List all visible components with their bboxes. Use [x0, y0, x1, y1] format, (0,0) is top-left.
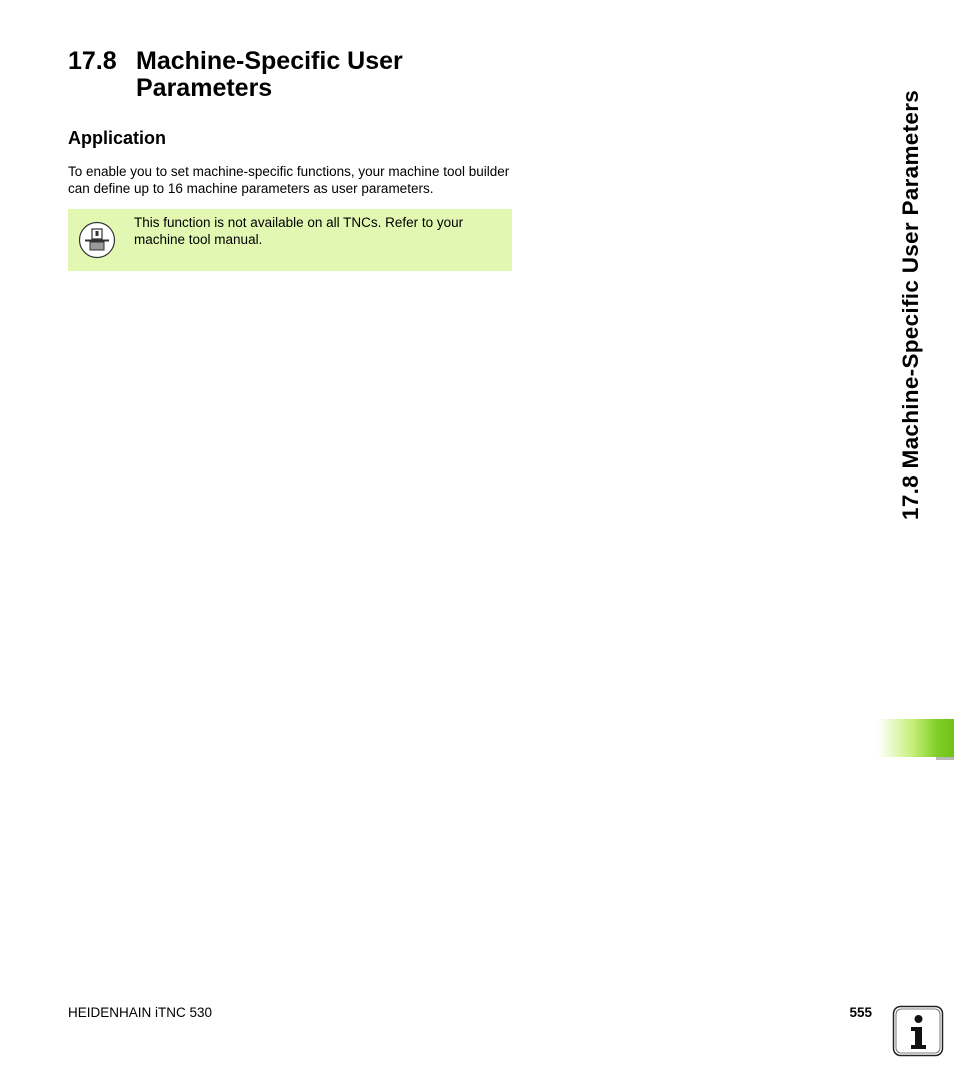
chapter-side-tab: [896, 89, 926, 520]
body-paragraph: To enable you to set machine-specific functions, your machine tool builder can define up to 16 machine parameters as user parameters.: [68, 164, 510, 196]
section-title: Machine-Specific User Parameters: [136, 47, 403, 102]
section-number: 17.8: [68, 47, 117, 75]
section-heading: [68, 48, 456, 102]
info-icon: [892, 1005, 944, 1057]
note-text: This function is not available on all TNCs. Refer to your machine tool manual.: [134, 215, 464, 247]
machine-tool-icon: [78, 221, 116, 259]
chapter-tab-marker: [878, 719, 954, 757]
side-tab-label: 17.8 Machine-Specific User Parameters: [898, 89, 923, 520]
footer-page-number: 555: [849, 1005, 872, 1020]
subsection-heading: Application: [68, 128, 166, 148]
note-box: [68, 209, 512, 271]
chapter-tab-marker-shadow: [936, 757, 954, 760]
footer-manual-name: HEIDENHAIN iTNC 530: [68, 1005, 213, 1020]
